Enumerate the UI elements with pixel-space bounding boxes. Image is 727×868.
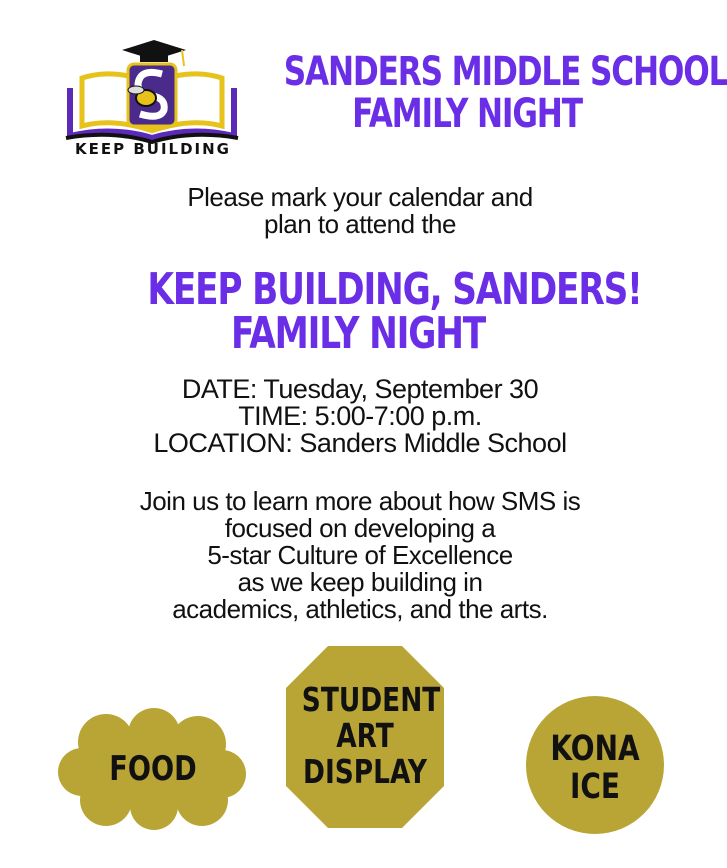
art-line-2: ART: [336, 716, 394, 755]
event-line-2: FAMILY NIGHT: [230, 308, 486, 359]
join-line-4: as we keep building in: [237, 567, 483, 597]
event-details: [60, 376, 660, 457]
art-line-3: DISPLAY: [303, 752, 427, 791]
kona-line-2: ICE: [569, 767, 621, 807]
kona-line-1: KONA: [550, 729, 640, 769]
graduation-cap-book-logo: [62, 38, 242, 148]
kona-ice-badge: [526, 696, 664, 834]
join-line-3: 5-star Culture of Excellence: [207, 540, 513, 570]
event-line-1: KEEP BUILDING, SANDERS!: [147, 264, 642, 315]
join-line-2: focused on developing a: [224, 513, 496, 543]
food-badge: [58, 708, 248, 830]
art-display-label: [301, 680, 441, 791]
join-line-1: Join us to learn more about how SMS is: [139, 486, 581, 516]
art-display-badge: [286, 646, 444, 828]
join-line-5: academics, athletics, and the arts.: [172, 594, 548, 624]
school-logo: [62, 38, 242, 162]
event-location: LOCATION: Sanders Middle School: [153, 428, 567, 458]
art-line-1: STUDENT: [301, 680, 441, 719]
intro-text: [100, 184, 620, 238]
event-name: [147, 264, 642, 359]
kona-ice-label: [540, 730, 650, 806]
title-line-2: FAMILY NIGHT: [352, 91, 582, 137]
join-paragraph: [60, 488, 660, 623]
page-title: [283, 49, 727, 137]
logo-tagline: KEEP BUILDING: [75, 140, 231, 158]
food-label: FOOD: [109, 749, 197, 789]
intro-line-1: Please mark your calendar and: [187, 182, 533, 212]
intro-line-2: plan to attend the: [264, 209, 456, 239]
event-time: TIME: 5:00-7:00 p.m.: [238, 401, 482, 431]
event-date: DATE: Tuesday, September 30: [181, 374, 539, 404]
title-line-1: SANDERS MIDDLE SCHOOL: [283, 49, 727, 95]
